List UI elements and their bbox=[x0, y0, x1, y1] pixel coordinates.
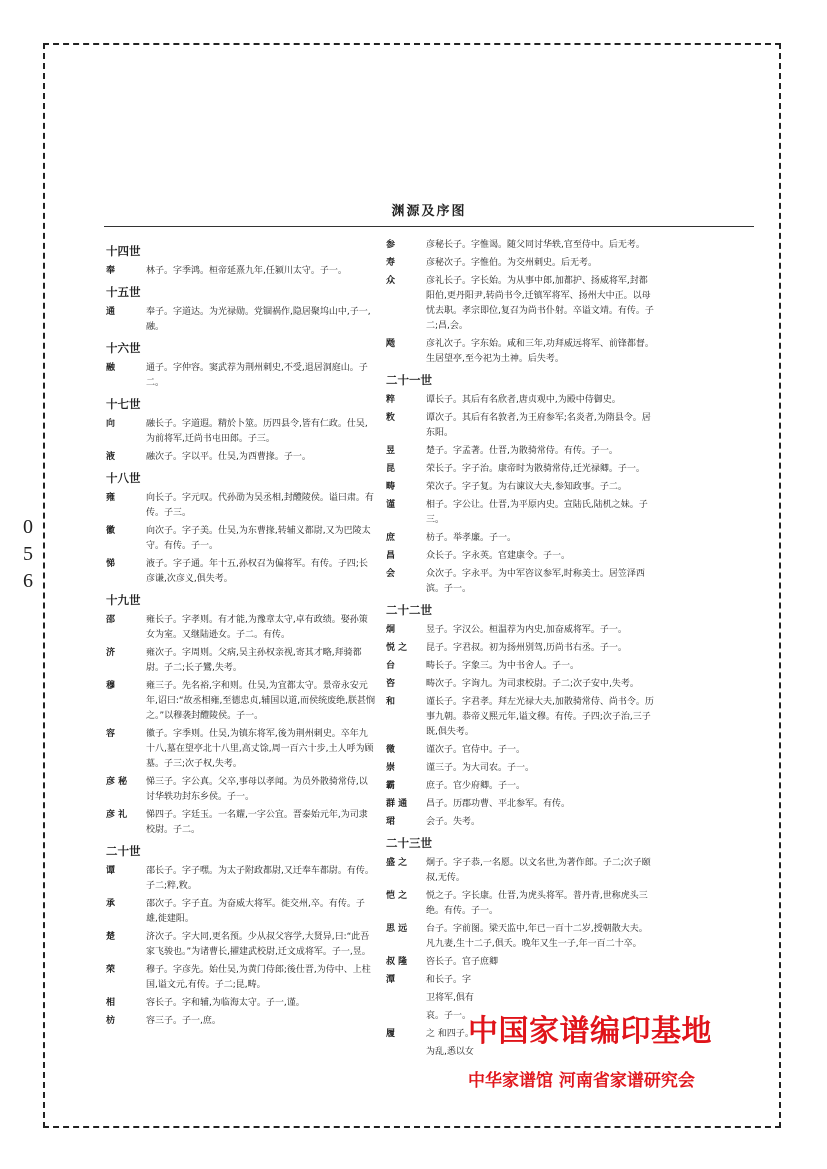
generation-heading: 十九世 bbox=[106, 593, 141, 607]
genealogy-entry bbox=[386, 797, 656, 812]
genealogy-entry bbox=[386, 991, 656, 1006]
entry-text: 彦秘长子。字惟谒。随父同讨华轶,官至侍中。后无考。 bbox=[426, 240, 645, 250]
genealogy-entry bbox=[106, 613, 376, 643]
entry-name: 悦 之 bbox=[386, 643, 408, 653]
genealogy-entry bbox=[386, 973, 656, 988]
entry-name: 徽 bbox=[106, 526, 116, 536]
page-number bbox=[22, 514, 34, 595]
genealogy-entry bbox=[386, 955, 656, 970]
entry-text: 荣长子。字子治。康帝时为散骑常侍,迁光禄卿。子一。 bbox=[426, 464, 645, 474]
generation-heading: 十五世 bbox=[106, 285, 141, 299]
entry-name: 通 bbox=[106, 307, 116, 317]
genealogy-entry bbox=[386, 761, 656, 776]
entry-text: 畴次子。字询九。为司隶校尉。子二;次子安中,失考。 bbox=[426, 679, 639, 689]
page-number-digit: 5 bbox=[23, 543, 33, 565]
generation-heading: 二十世 bbox=[106, 844, 141, 858]
entry-text: 向长子。字元叹。代孙劭为吴丞相,封醴陵侯。谥曰肃。有传。子三。 bbox=[146, 493, 374, 518]
left-column bbox=[106, 238, 376, 1032]
watermark-sub: 中华家谱馆 河南省家谱研究会 bbox=[468, 1071, 695, 1091]
entry-name: 相 bbox=[106, 998, 116, 1008]
entry-text: 昱子。字汉公。桓温荐为内史,加奋威将军。子一。 bbox=[426, 625, 627, 635]
generation-heading: 十八世 bbox=[106, 471, 141, 485]
genealogy-entry bbox=[106, 1014, 376, 1029]
genealogy-entry bbox=[106, 679, 376, 724]
entry-name: 邵 bbox=[106, 615, 116, 625]
entry-text: 楚子。字孟著。仕晋,为散骑常侍。有传。子一。 bbox=[426, 446, 618, 456]
entry-text: 通子。字仲容。窦武荐为荆州刺史,不受,退居洞庭山。子二。 bbox=[146, 363, 368, 388]
genealogy-entry bbox=[386, 856, 656, 886]
genealogy-entry bbox=[106, 264, 376, 279]
page-header: 渊源及序图 bbox=[391, 204, 467, 219]
entry-name: 穆 bbox=[106, 681, 116, 691]
entry-name: 楚 bbox=[106, 932, 116, 942]
entry-text: 谭次子。其后有名敦者,为王府参军;名炎者,为隋县令。居东阳。 bbox=[426, 413, 651, 438]
entry-name: 群 通 bbox=[386, 799, 408, 809]
entry-text: 畴长子。字象三。为中书舍人。子一。 bbox=[426, 661, 580, 671]
entry-text: 穆子。字彦先。始仕吴,为黄门侍郎;後仕晋,为侍中、上柱国,谥文元,有传。子二;昆,畴。 bbox=[146, 965, 371, 990]
entry-text: 之 和四子。 bbox=[426, 1029, 474, 1039]
entry-text: 容长子。字和辅,为临海太守。子一,谨。 bbox=[146, 998, 305, 1008]
entry-text: 液子。字子通。年十五,孙权召为偏将军。有传。子四;长彦谦,次彦义,俱失考。 bbox=[146, 559, 368, 584]
entry-name: 谨 bbox=[386, 500, 396, 510]
entry-name: 昱 bbox=[386, 446, 396, 456]
entry-name: 荣 bbox=[106, 965, 116, 975]
entry-name: 容 bbox=[106, 729, 116, 739]
entry-name: 飏 bbox=[386, 339, 396, 349]
entry-name bbox=[386, 1045, 426, 1060]
watermark-main: 中国家谱编印基地 bbox=[468, 1014, 712, 1049]
genealogy-entry bbox=[386, 549, 656, 564]
genealogy-entry bbox=[386, 567, 656, 597]
page-number-digit: 6 bbox=[23, 570, 33, 592]
entry-text: 众次子。字永平。为中军咨议参军,时称美士。居笠泽西滨。子一。 bbox=[426, 569, 645, 594]
entry-name: 敉 bbox=[386, 413, 396, 423]
entry-name: 寿 bbox=[386, 258, 396, 268]
generation-heading: 二十二世 bbox=[386, 603, 432, 617]
entry-name: 承 bbox=[106, 899, 116, 909]
page-number-digit: 0 bbox=[23, 516, 33, 538]
genealogy-entry bbox=[386, 922, 656, 952]
entry-text: 彦秘次子。字惟伯。为交州刺史。后无考。 bbox=[426, 258, 598, 268]
header-rule bbox=[104, 226, 754, 227]
entry-text: 奉子。字道达。为光禄勋。党锢祸作,隐居聚坞山中,子一,融。 bbox=[146, 307, 371, 332]
genealogy-entry bbox=[106, 557, 376, 587]
entry-name: 潭 bbox=[386, 975, 396, 985]
entry-text: 谨长子。字君孝。拜左光禄大夫,加散骑常侍、尚书令。历事九朝。恭帝义熙元年,谥文穆。有传。子四;次子治,三子既,俱失考。 bbox=[426, 697, 654, 737]
entry-name: 盛 之 bbox=[386, 858, 408, 868]
entry-text: 向次子。字子美。仕吴,为东曹掾,转辅义都尉,又为巴陵太守。有传。子一。 bbox=[146, 526, 371, 551]
entry-name: 霸 bbox=[386, 781, 396, 791]
entry-text: 雍长子。字孝则。有才能,为豫章太守,卓有政绩。娶孙策女为室。又继陆逊女。子二。有传。 bbox=[146, 615, 368, 640]
genealogy-entry bbox=[386, 462, 656, 477]
entry-text: 邵次子。字子直。为奋威大将军。徙交州,卒。有传。子雄,徙建阳。 bbox=[146, 899, 365, 924]
genealogy-entry bbox=[106, 491, 376, 521]
genealogy-entry bbox=[386, 815, 656, 830]
entry-text: 雍次子。字周则。父病,吴主孙权亲视,寄其才略,拜骑都尉。子二;长子鸞,失考。 bbox=[146, 648, 362, 673]
entry-text: 昆子。字君叔。初为扬州别驾,历尚书右丞。子一。 bbox=[426, 643, 627, 653]
genealogy-entry bbox=[106, 897, 376, 927]
genealogy-entry bbox=[106, 864, 376, 894]
entry-name: 向 bbox=[106, 419, 116, 429]
genealogy-entry bbox=[106, 417, 376, 447]
genealogy-entry bbox=[386, 238, 656, 253]
genealogy-entry bbox=[106, 450, 376, 465]
genealogy-entry bbox=[386, 498, 656, 528]
generation-heading: 二十一世 bbox=[386, 373, 432, 387]
entry-text: 融长子。字道遐。精於卜筮。历四县令,皆有仁政。仕吴,为前将军,迁尚书屯田郎。子三。 bbox=[146, 419, 368, 444]
entry-name: 粹 bbox=[386, 395, 396, 405]
entry-name: 恺 之 bbox=[386, 891, 408, 901]
entry-text: 庶子。官少府卿。子一。 bbox=[426, 781, 526, 791]
entry-text: 雍三子。先名裕,字和则。仕吴,为宜都太守。景帝永安元年,诏曰:“故丞相雍,至德忠贞,辅国以道,而侯统废绝,朕甚悯之。”以穆袭封醴陵侯。子一。 bbox=[146, 681, 376, 721]
genealogy-entry bbox=[386, 444, 656, 459]
entry-name: 炯 bbox=[386, 625, 396, 635]
entry-text: 悌四子。字廷玉。一名耀,一字公宜。晋泰始元年,为司隶校尉。子二。 bbox=[146, 810, 368, 835]
entry-text: 彦礼次子。字东始。咸和三年,功拜威远将军、前锋都督。生居望亭,至今祀为土神。后失考。 bbox=[426, 339, 654, 364]
entry-name: 思 远 bbox=[386, 924, 408, 934]
entry-text: 悦之子。字长康。仕晋,为虎头将军。普丹青,世称虎头三绝。有传。子一。 bbox=[426, 891, 648, 916]
genealogy-entry bbox=[106, 524, 376, 554]
entry-name: 履 bbox=[386, 1029, 396, 1039]
genealogy-entry bbox=[386, 531, 656, 546]
genealogy-entry bbox=[386, 274, 656, 334]
entry-text: 悌三子。字公真。父卒,事母以孝闻。为员外散骑常侍,以讨华轶功封东乡侯。子一。 bbox=[146, 777, 368, 802]
genealogy-entry bbox=[106, 305, 376, 335]
genealogy-entry bbox=[106, 930, 376, 960]
right-column bbox=[386, 238, 656, 1063]
entry-name: 庶 bbox=[386, 533, 396, 543]
entry-name: 悌 bbox=[106, 559, 116, 569]
genealogy-entry bbox=[106, 775, 376, 805]
entry-name: 珺 bbox=[386, 817, 396, 827]
entry-name: 咨 bbox=[386, 679, 396, 689]
entry-text: 徽子。字季则。仕吴,为镇东将军,後为荆州刺史。卒年九十八,墓在望亭北十八里,高丈馀,周一百六十步,土人呼为顾墓。子三;次子权,失考。 bbox=[146, 729, 374, 769]
genealogy-entry bbox=[386, 743, 656, 758]
genealogy-entry bbox=[386, 889, 656, 919]
entry-name: 昆 bbox=[386, 464, 396, 474]
entry-name: 融 bbox=[106, 363, 116, 373]
genealogy-entry bbox=[386, 659, 656, 674]
entry-text: 邵长子。字子嘿。为太子附政都尉,又迁奉车都尉。有传。子二;粹,敉。 bbox=[146, 866, 374, 891]
entry-text: 枋子。举孝廉。子一。 bbox=[426, 533, 517, 543]
entry-text: 相子。字公让。仕晋,为平原内史。宣陆氏,陆机之妹。子三。 bbox=[426, 500, 648, 525]
genealogy-entry bbox=[106, 996, 376, 1011]
generation-heading: 二十三世 bbox=[386, 836, 432, 850]
entry-text: 谭长子。其后有名欣者,唐贞观中,为殿中侍御史。 bbox=[426, 395, 621, 405]
entry-text: 炯子。字子恭,一名愿。以文名世,为著作郎。子二;次子颐叔,无传。 bbox=[426, 858, 651, 883]
genealogy-entry bbox=[386, 256, 656, 271]
entry-name: 济 bbox=[106, 648, 116, 658]
genealogy-entry bbox=[386, 641, 656, 656]
genealogy-entry bbox=[106, 361, 376, 391]
genealogy-entry bbox=[106, 727, 376, 772]
entry-text: 和长子。字 bbox=[426, 975, 472, 985]
entry-name: 崇 bbox=[386, 763, 396, 773]
genealogy-entry bbox=[386, 695, 656, 740]
entry-name: 台 bbox=[386, 661, 396, 671]
entry-text: 会子。失考。 bbox=[426, 817, 481, 827]
entry-name bbox=[386, 1009, 426, 1024]
entry-name: 会 bbox=[386, 569, 396, 579]
entry-name: 参 bbox=[386, 240, 396, 250]
entry-text: 咨长子。官子庶卿 bbox=[426, 957, 499, 967]
entry-text: 林子。字季鸿。桓帝延熹九年,任颍川太守。子一。 bbox=[146, 266, 347, 276]
entry-text: 谨三子。为大司农。子一。 bbox=[426, 763, 535, 773]
genealogy-entry bbox=[386, 480, 656, 495]
genealogy-entry bbox=[106, 808, 376, 838]
entry-text: 哀。子一。 bbox=[426, 1011, 472, 1021]
entry-text: 谨次子。官侍中。子一。 bbox=[426, 745, 526, 755]
entry-text: 台子。字前图。梁天监中,年已一百十二岁,授朝散大夫。凡九妻,生十二子,俱夭。晚年又生一子,年一百二十卒。 bbox=[426, 924, 648, 949]
genealogy-entry bbox=[386, 677, 656, 692]
entry-name: 雍 bbox=[106, 493, 116, 503]
entry-text: 彦礼长子。字长始。为从事中郎,加都护、扬威将军,封都阳伯,更丹阳尹,转尚书令,迁镇军将军、扬州大中正。以母忧去职。孝宗即位,复召为尚书仆射。卒谥文靖。有传。子二;昌,会。 bbox=[426, 276, 654, 331]
entry-name: 畴 bbox=[386, 482, 396, 492]
genealogy-entry bbox=[386, 337, 656, 367]
entry-name: 叔 隆 bbox=[386, 957, 408, 967]
entry-text: 容三子。子一,庶。 bbox=[146, 1016, 221, 1026]
entry-name bbox=[386, 991, 426, 1006]
genealogy-entry bbox=[106, 646, 376, 676]
entry-text: 卫将军,俱有 bbox=[426, 993, 474, 1003]
generation-heading: 十七世 bbox=[106, 397, 141, 411]
entry-name: 彦 礼 bbox=[106, 810, 128, 820]
genealogy-entry bbox=[106, 963, 376, 993]
entry-name: 奉 bbox=[106, 266, 116, 276]
genealogy-entry bbox=[386, 411, 656, 441]
generation-heading: 十六世 bbox=[106, 341, 141, 355]
entry-name: 谭 bbox=[106, 866, 116, 876]
entry-name: 昌 bbox=[386, 551, 396, 561]
genealogy-entry bbox=[386, 779, 656, 794]
generation-heading: 十四世 bbox=[106, 244, 141, 258]
entry-text: 济次子。字大同,更名预。少从叔父容学,大贤异,曰:“此吾家飞骏也。”为诸曹长,擢建武校尉,迁文成将军。子一,昱。 bbox=[146, 932, 371, 957]
genealogy-entry bbox=[386, 393, 656, 408]
entry-name: 和 bbox=[386, 697, 396, 707]
entry-text: 昌子。历郡功曹、平北参军。有传。 bbox=[426, 799, 571, 809]
entry-name: 彦 秘 bbox=[106, 777, 128, 787]
entry-name: 枋 bbox=[106, 1016, 116, 1026]
entry-text: 融次子。字以平。仕吴,为西曹掾。子一。 bbox=[146, 452, 311, 462]
entry-text: 为乱,悉以女 bbox=[426, 1047, 474, 1057]
entry-text: 众长子。字永英。官建康令。子一。 bbox=[426, 551, 571, 561]
genealogy-entry bbox=[386, 623, 656, 638]
entry-name: 液 bbox=[106, 452, 116, 462]
entry-text: 荣次子。字子复。为右谏议大夫,参知政事。子二。 bbox=[426, 482, 627, 492]
entry-name: 众 bbox=[386, 276, 396, 286]
entry-name: 微 bbox=[386, 745, 396, 755]
